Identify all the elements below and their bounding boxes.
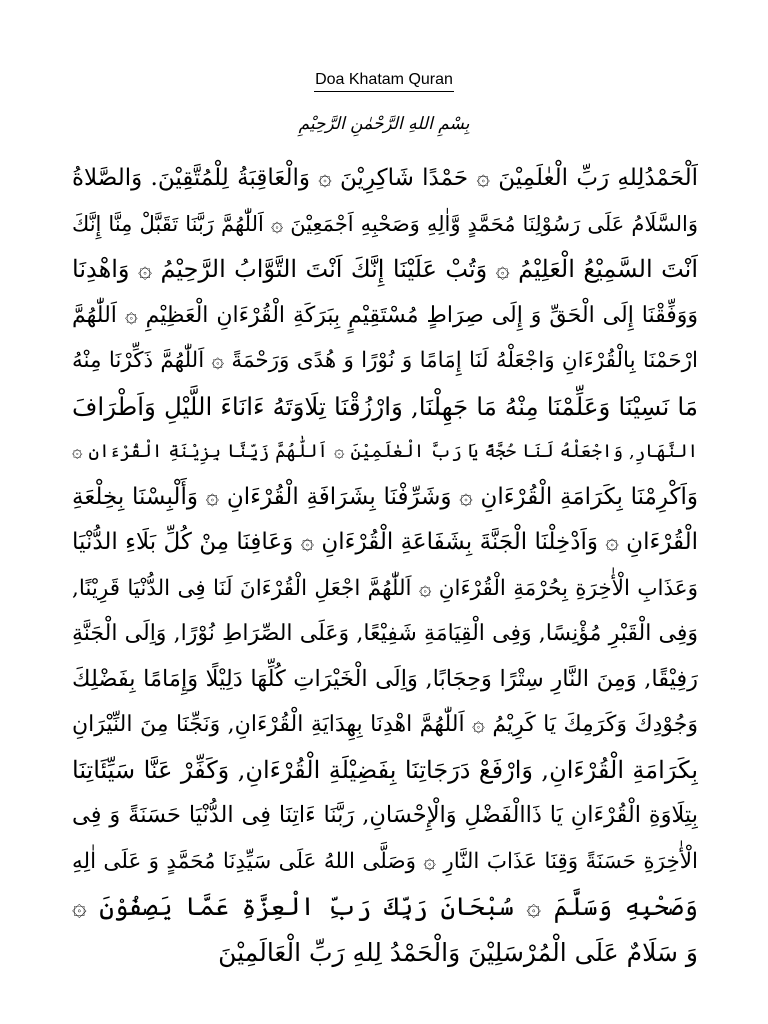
prayer-line: الْقُرْءَانِ ۞ وَاَدْخِلْنَا الْجَنَّةَ بِشَفَاعَةِ الْقُرْءَانِ ۞ وَعَافِنَا مِنْ كُلِّ بَلَاءِ الدُّنْيَا (72, 529, 698, 555)
prayer-line: مَا نَسِيْنَا وَعَلِّمْنَا مِنْهُ مَا جَهِلْنَا, وَارْزُقْنَا تِلَاوَتَهُ ءَانَاءَ اللَّيْلِ وَاَطْرَافَ (72, 391, 698, 421)
prayer-line: وَفِى الْقَبْرِ مُؤْنِسًا, وَفِى الْقِيَامَةِ شَفِيْعًا, وَعَلَى الصِّرَاطِ نُوْرًا, وَاِلَى الْجَنَّةِ (72, 621, 698, 646)
prayer-line: بِكَرَامَةِ الْقُرْءَانِ, وَارْفَعْ دَرَجَاتِنَا بِفَضِيْلَةِ الْقُرْءَانِ, وَكَفِّرْ عَنَّا سَيِّئَاتِنَا (72, 755, 698, 784)
prayer-line: اَنْتَ السَّمِيْعُ الْعَلِيْمُ ۞ وَتُبْ عَلَيْنَا إِنَّكَ اَنْتَ التَّوَّابُ الرَّحِيْمُ ۞ وَاهْدِنَا (72, 255, 698, 283)
document-title (0, 70, 768, 92)
prayer-line: اَلْحَمْدُلِلهِ رَبِّ الْعٰلَمِيْنَ ۞ حَمْدًا شَاكِرِيْنَ ۞ وَالْعَاقِبَةُ لِلْمُتَّقِيْنَ. وَالصَّلاةُ (72, 165, 698, 191)
prayer-line: وَالسَّلَامُ عَلَى رَسُوْلِنَا مُحَمَّدٍ وَّاٰلِهِ وَصَحْبِهِ اَجْمَعِيْنَ ۞ اَللّٰهُمَّ رَبَّنَا تَقَبَّلْ مِنَّا إِنَّكَ (72, 211, 698, 236)
document-title-text: Doa Khatam Quran (314, 70, 454, 92)
prayer-line: الْأٰخِرَةِ حَسَنَةً وَقِنَا عَذَابَ النَّارِ ۞ وَصَلَّى اللهُ عَلَى سَيِّدِنَا مُحَمَّدٍ وَ عَلَى اٰلِهِ (72, 848, 698, 874)
prayer-line: بِتِلَاوَةِ الْقُرْءَانِ يَا ذَاالْفَضْلِ وَالْإِحْسَانِ, رَبَّنَا ءَاتِنَا فِى الدُّنْيَا حَسَنَةً وَ فِى (72, 802, 698, 828)
basmalah-calligraphy (0, 110, 768, 138)
prayer-line: ارْحَمْنَا بِالْقُرْءَانِ وَاجْعَلْهُ لَنَا إِمَامًا وَ نُوْرًا وَ هُدًى وَرَحْمَةً ۞ اَللّٰهُمَّ ذَكِّرْنَا مِنْهُ (72, 348, 698, 373)
prayer-text-body (72, 156, 698, 967)
prayer-line: وَجُوْدِكَ وَكَرَمِكَ يَا كَرِيْمُ ۞ اَللّٰهُمَّ اهْدِنَا بِهِدَايَةِ الْقُرْءَانِ, وَنَجِّنَا مِنَ النِّيْرَانِ (72, 712, 698, 737)
basmalah-text: بِسْمِ اللهِ الرَّحْمٰنِ الرَّحِيْمِ (298, 114, 470, 134)
prayer-line: النَّهَارِ, وَاجْعَلْهُ لَنَا حُجَّةً يَا رَبَّ الْعٰلَمِيْنَ ۞ اَللّٰهُمَّ زَيِّنَّا بِزِيْنَةِ الْقُرْءَانِ ۞ (72, 441, 698, 462)
prayer-line: وَاَكْرِمْنَا بِكَرَامَةِ الْقُرْءَانِ ۞ وَشَرِّفْنَا بِشَرَافَةِ الْقُرْءَانِ ۞ وَأَلْبِسْنَا بِخِلْعَةِ (72, 483, 698, 510)
prayer-line: وَصَحْبِهِ وَسَلَّمَ ۞ سُبْحَانَ رَبِّكَ رَبِّ الْعِزَّةِ عَمَّا يَصِفُوْنَ ۞ (72, 892, 698, 921)
prayer-line: وَ سَلَامٌ عَلَى الْمُرْسَلِيْنَ وَالْحَمْدُ لِلهِ رَبِّ الْعَالَمِيْنَ (218, 937, 698, 967)
prayer-line: وَوَفِّقْنَا إِلَى الْحَقِّ وَ إِلَى صِرَاطٍ مُسْتَقِيْمٍ بِبَرَكَةِ الْقُرْءَانِ الْعَظِيْمِ ۞ اَللّٰهُمَّ (72, 302, 698, 328)
prayer-line: رَفِيْقًا, وَمِنَ النَّارِ سِتْرًا وَحِجَابًا, وَاِلَى الْخَيْرَاتِ كُلِّهَا دَلِيْلًا وَإِمَامًا بِفَضْلِكَ (72, 665, 698, 692)
prayer-line: وَعَذَابِ الْأٰخِرَةِ بِحُرْمَةِ الْقُرْءَانِ ۞ اَللّٰهُمَّ اجْعَلِ الْقُرْءَانَ لَنَا فِى الدُّنْيَا قَرِيْنًا, (72, 575, 698, 601)
